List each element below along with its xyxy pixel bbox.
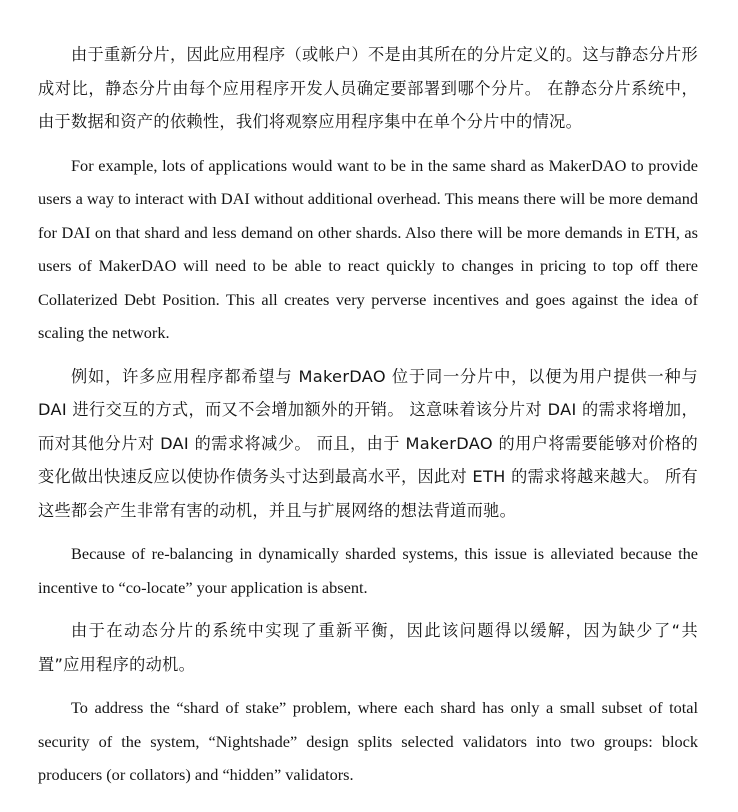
paragraph-gap [38, 350, 698, 360]
paragraph-gap [38, 604, 698, 614]
paragraph-en-3: To address the “shard of stake” problem, where each shard has only a small subset of total security of the system, “Nightshade” design splits selected validators into two groups: block producers (or collators) and “hidden” validators. [38, 698, 698, 784]
paragraph-gap [38, 681, 698, 691]
paragraph-en-2: Because of re-balancing in dynamically sharded systems, this issue is alleviated because the incentive to “co-locate” your application is absent. [38, 544, 698, 597]
paragraph-en-1: For example, lots of applications would want to be in the same shard as MakerDAO to provide users a way to interact with DAI without additional overhead. This means there will be more demand for DAI on that shard and less demand on other shards. Also there will be more demands in ETH, as users of MakerDAO will need to be able to react quickly to changes in pricing to top off there Collaterized Debt Position. This all creates very perverse incentives and goes against the idea of scaling the network. [38, 155, 698, 342]
paragraph-zh-1: 由于重新分片，因此应用程序（或帐户）不是由其所在的分片定义的。这与静态分片形成对比，静态分片由每个应用程序开发人员确定要部署到哪个分片。 在静态分片系统中，由于数据和资产的依赖性，我们将观察应用程序集中在单个分片中的情况。 [38, 45, 698, 131]
paragraph-gap [38, 527, 698, 537]
paragraph-zh-2: 例如，许多应用程序都希望与 MakerDAO 位于同一分片中，以便为用户提供一种与 DAI 进行交互的方式，而又不会增加额外的开销。 这意味着该分片对 DAI 的需求将增加，而对其他分片对 DAI 的需求将减少。 而且，由于 MakerDAO 的用户将需要能够对价格的变化做出快速反应以使协作债务头寸达到最高水平，因此对 ETH 的需求将越来越大。 所有这些都会产生非常有害的动机，并且与扩展网络的想法背道而驰。 [38, 366, 698, 520]
document-body [38, 38, 698, 792]
paragraph-gap [38, 139, 698, 149]
paragraph-zh-3: 由于在动态分片的系统中实现了重新平衡，因此该问题得以缓解，因为缺少了“共置”应用程序的动机。 [38, 621, 698, 674]
